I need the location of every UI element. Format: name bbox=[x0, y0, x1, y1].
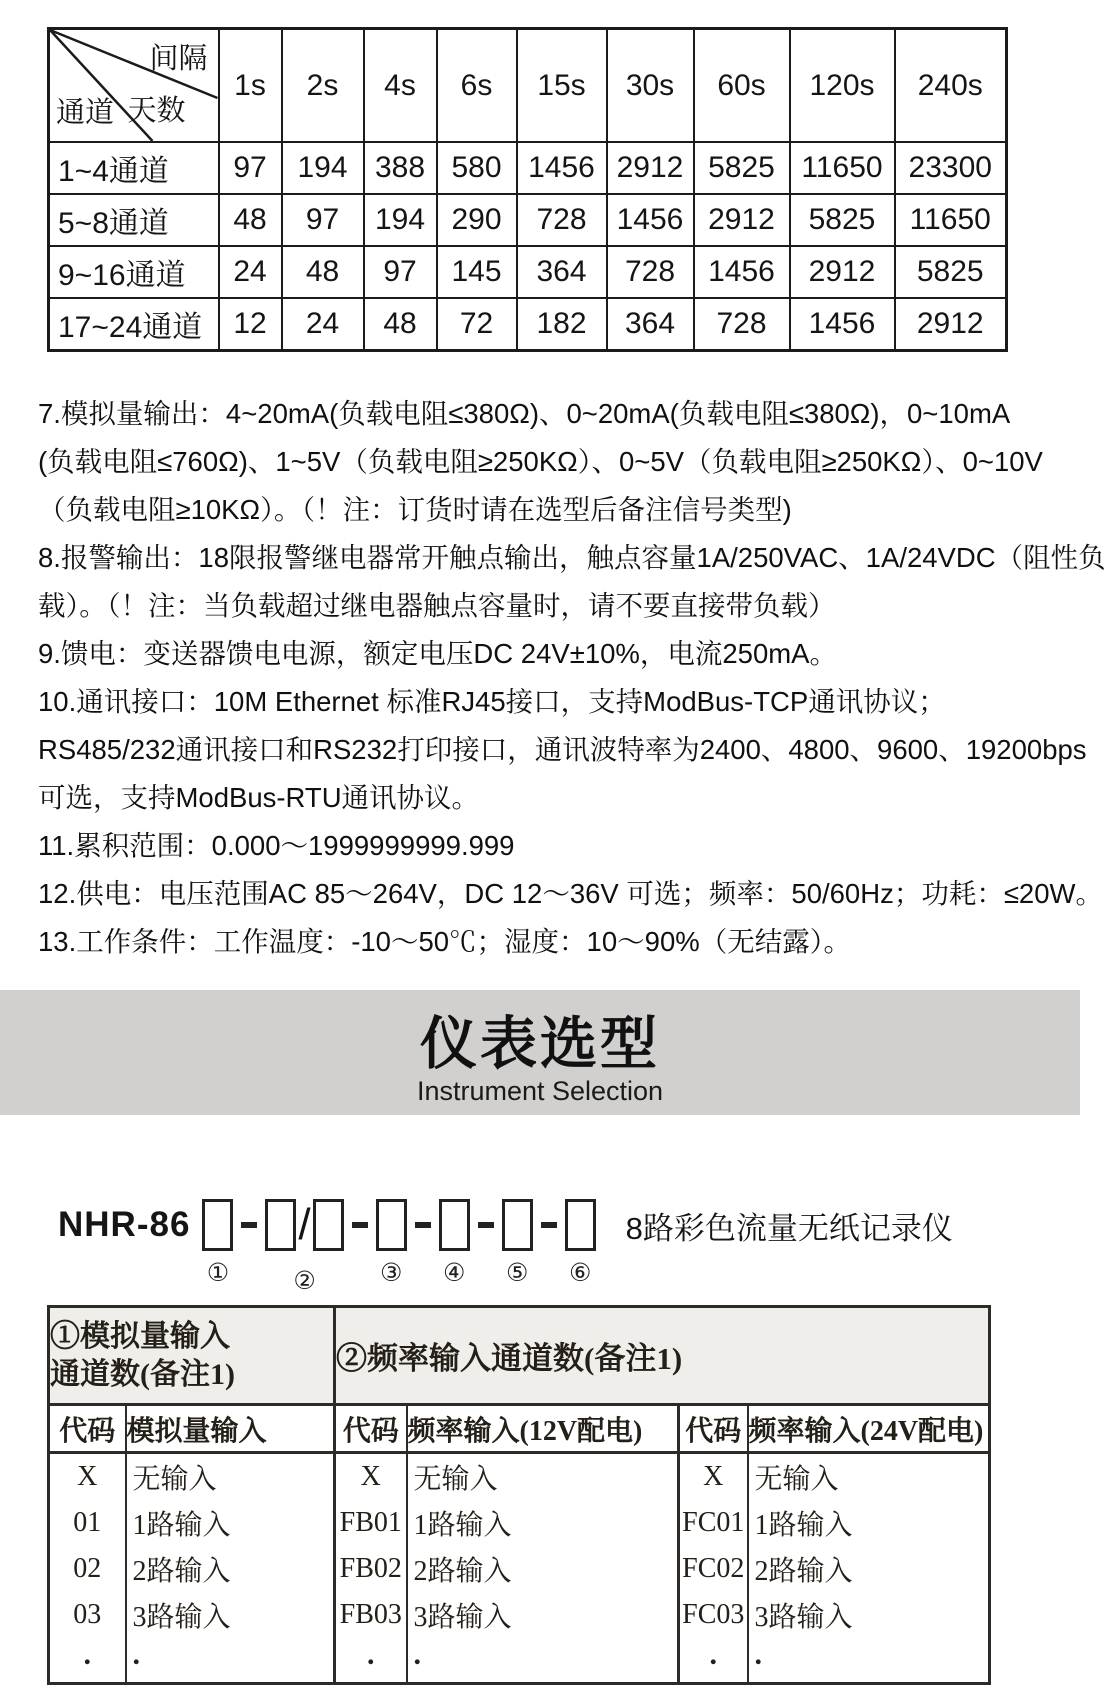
cell: 11650 bbox=[895, 194, 1007, 246]
cell: 03 bbox=[49, 1592, 126, 1638]
cell: 97 bbox=[364, 246, 437, 298]
cell: 2912 bbox=[790, 246, 895, 298]
spec-line: 载）。（！注：当负载超过继电器触点容量时，请不要直接带负载） bbox=[38, 590, 836, 621]
dash-separator bbox=[415, 1222, 431, 1228]
section-banner bbox=[0, 990, 1080, 1115]
cell: FC02 bbox=[679, 1546, 748, 1592]
model-box-2a bbox=[265, 1199, 296, 1251]
model-prefix: NHR-86 bbox=[58, 1205, 191, 1244]
cell: 24 bbox=[219, 246, 282, 298]
cell: 3路输入 bbox=[748, 1592, 990, 1638]
spec-line: （负载电阻≥10KΩ）。（！注：订货时请在选型后备注信号类型) bbox=[38, 494, 792, 525]
table-row bbox=[49, 1546, 990, 1592]
col-header: 4s bbox=[364, 29, 437, 143]
subheader-code: 代码 bbox=[49, 1405, 126, 1453]
table-row bbox=[49, 142, 1007, 194]
cell: 无输入 bbox=[748, 1453, 990, 1501]
spec-line: 7.模拟量输出：4~20mA(负载电阻≤380Ω)、0~20mA(负载电阻≤380Ω)，0~10mA bbox=[38, 398, 1011, 429]
cell: 182 bbox=[517, 298, 607, 351]
cell: . bbox=[126, 1638, 335, 1684]
cell: 2路输入 bbox=[126, 1546, 335, 1592]
table-row bbox=[49, 194, 1007, 246]
cell: 48 bbox=[282, 246, 364, 298]
spec-line: (负载电阻≤760Ω)、1~5V（负载电阻≥250KΩ）、0~5V（负载电阻≥250KΩ）、0~10V bbox=[38, 446, 1043, 477]
cell: . bbox=[335, 1638, 407, 1684]
dash-separator bbox=[478, 1222, 494, 1228]
cell: X bbox=[49, 1453, 126, 1501]
cell: 388 bbox=[364, 142, 437, 194]
table-row bbox=[49, 298, 1007, 351]
model-box-5 bbox=[502, 1199, 533, 1287]
storage-days-table bbox=[47, 27, 1008, 352]
cell: 2路输入 bbox=[748, 1546, 990, 1592]
cell: 728 bbox=[607, 246, 694, 298]
cell: FC01 bbox=[679, 1500, 748, 1546]
corner-label-channel: 通道 bbox=[56, 97, 115, 129]
cell: 1456 bbox=[607, 194, 694, 246]
row-label: 9~16通道 bbox=[49, 246, 219, 298]
cell: . bbox=[748, 1638, 990, 1684]
cell: 48 bbox=[219, 194, 282, 246]
position-marker-4: ④ bbox=[442, 1258, 466, 1287]
cell: 728 bbox=[517, 194, 607, 246]
cell: FB02 bbox=[335, 1546, 407, 1592]
table-row bbox=[49, 246, 1007, 298]
cell: 364 bbox=[517, 246, 607, 298]
table-row bbox=[49, 1453, 990, 1501]
spec-line: RS485/232通讯接口和RS232打印接口，通讯波特率为2400、4800、9600、19200bps bbox=[38, 734, 1087, 765]
dash-separator bbox=[352, 1222, 368, 1228]
cell: 1路输入 bbox=[407, 1500, 679, 1546]
row-label: 1~4通道 bbox=[49, 142, 219, 194]
cell: 2路输入 bbox=[407, 1546, 679, 1592]
cell: 2912 bbox=[895, 298, 1007, 351]
subheader-analog: 模拟量输入 bbox=[126, 1405, 335, 1453]
spec-line: 12.供电：电压范围AC 85～264V，DC 12～36V 可选；频率：50/60Hz；功耗：≤20W。 bbox=[38, 878, 1103, 909]
cell: 5825 bbox=[694, 142, 790, 194]
cell: 1456 bbox=[517, 142, 607, 194]
header-analog-line1: ①模拟量输入 bbox=[50, 1319, 230, 1353]
model-box-6 bbox=[565, 1199, 596, 1287]
cell: 97 bbox=[219, 142, 282, 194]
header-analog-input bbox=[49, 1307, 335, 1405]
cell: 24 bbox=[282, 298, 364, 351]
header-analog-line2: 通道数(备注1) bbox=[50, 1357, 235, 1391]
banner-title: 仪表选型 bbox=[420, 1012, 660, 1076]
cell: FB03 bbox=[335, 1592, 407, 1638]
selection-subheader-row bbox=[49, 1405, 990, 1453]
cell: X bbox=[679, 1453, 748, 1501]
col-header: 1s bbox=[219, 29, 282, 143]
col-header: 30s bbox=[607, 29, 694, 143]
position-marker-3: ③ bbox=[379, 1258, 403, 1287]
position-marker-2: ② bbox=[293, 1266, 316, 1295]
cell: FC03 bbox=[679, 1592, 748, 1638]
dash-separator bbox=[241, 1222, 257, 1228]
selection-option-table bbox=[47, 1305, 991, 1685]
subheader-freq-12v: 频率输入(12V配电) bbox=[407, 1405, 679, 1453]
cell: 5825 bbox=[895, 246, 1007, 298]
cell: 1456 bbox=[790, 298, 895, 351]
cell: 2912 bbox=[607, 142, 694, 194]
table-row bbox=[49, 1500, 990, 1546]
cell: . bbox=[407, 1638, 679, 1684]
cell: 1456 bbox=[694, 246, 790, 298]
cell: FB01 bbox=[335, 1500, 407, 1546]
cell: 364 bbox=[607, 298, 694, 351]
cell: 72 bbox=[437, 298, 517, 351]
cell: X bbox=[335, 1453, 407, 1501]
cell: 3路输入 bbox=[407, 1592, 679, 1638]
cell: 02 bbox=[49, 1546, 126, 1592]
col-header: 2s bbox=[282, 29, 364, 143]
selection-header-row bbox=[49, 1307, 990, 1405]
cell: 194 bbox=[364, 194, 437, 246]
corner-label-interval: 间隔 bbox=[149, 43, 208, 75]
header-frequency-input: ②频率输入通道数(备注1) bbox=[335, 1307, 990, 1405]
subheader-freq-24v: 频率输入(24V配电) bbox=[748, 1405, 990, 1453]
position-marker-6: ⑥ bbox=[568, 1258, 592, 1287]
cell: 5825 bbox=[790, 194, 895, 246]
position-marker-5: ⑤ bbox=[505, 1258, 529, 1287]
model-box-1 bbox=[202, 1199, 233, 1287]
model-code-row bbox=[58, 1197, 953, 1295]
cell: 728 bbox=[694, 298, 790, 351]
col-header: 60s bbox=[694, 29, 790, 143]
table-row bbox=[49, 1592, 990, 1638]
col-header: 6s bbox=[437, 29, 517, 143]
model-description: 8路彩色流量无纸记录仪 bbox=[625, 1210, 953, 1246]
spec-paragraphs bbox=[38, 390, 1106, 966]
spec-line: 可选，支持ModBus-RTU通讯协议。 bbox=[38, 782, 480, 813]
cell: 无输入 bbox=[407, 1453, 679, 1501]
col-header: 120s bbox=[790, 29, 895, 143]
cell: 11650 bbox=[790, 142, 895, 194]
spec-line: 11.累积范围：0.000～1999999999.999 bbox=[38, 830, 515, 861]
cell: 3路输入 bbox=[126, 1592, 335, 1638]
cell: . bbox=[49, 1638, 126, 1684]
cell: 2912 bbox=[694, 194, 790, 246]
corner-label-days: 天数 bbox=[127, 95, 186, 127]
diagonal-header-cell bbox=[49, 29, 219, 143]
spec-line: 13.工作条件：工作温度：-10～50℃；湿度：10～90%（无结露）。 bbox=[38, 926, 851, 957]
cell: 1路输入 bbox=[126, 1500, 335, 1546]
cell: 1路输入 bbox=[748, 1500, 990, 1546]
cell: 194 bbox=[282, 142, 364, 194]
cell: 48 bbox=[364, 298, 437, 351]
cell: 290 bbox=[437, 194, 517, 246]
spec-line: 10.通讯接口：10M Ethernet 标准RJ45接口，支持ModBus-TCP通讯协议； bbox=[38, 686, 946, 717]
spec-line: 8.报警输出：18限报警继电器常开触点输出，触点容量1A/250VAC、1A/24VDC（阻性负 bbox=[38, 542, 1106, 573]
col-header: 240s bbox=[895, 29, 1007, 143]
cell: 97 bbox=[282, 194, 364, 246]
dash-separator bbox=[541, 1222, 557, 1228]
row-label: 5~8通道 bbox=[49, 194, 219, 246]
slash-separator: / ② bbox=[298, 1199, 310, 1251]
cell: 145 bbox=[437, 246, 517, 298]
subheader-code: 代码 bbox=[335, 1405, 407, 1453]
cell: 无输入 bbox=[126, 1453, 335, 1501]
subheader-code: 代码 bbox=[679, 1405, 748, 1453]
cell: . bbox=[679, 1638, 748, 1684]
table-row-ellipsis bbox=[49, 1638, 990, 1684]
banner-subtitle: Instrument Selection bbox=[416, 1076, 664, 1106]
spec-line: 9.馈电：变送器馈电电源，额定电压DC 24V±10%，电流250mA。 bbox=[38, 638, 837, 669]
table-header-row bbox=[49, 29, 1007, 143]
cell: 23300 bbox=[895, 142, 1007, 194]
model-box-4 bbox=[439, 1199, 470, 1287]
position-marker-1: ① bbox=[206, 1258, 230, 1287]
model-box-2b bbox=[313, 1199, 344, 1251]
row-label: 17~24通道 bbox=[49, 298, 219, 351]
col-header: 15s bbox=[517, 29, 607, 143]
cell: 01 bbox=[49, 1500, 126, 1546]
cell: 12 bbox=[219, 298, 282, 351]
model-box-3 bbox=[376, 1199, 407, 1287]
cell: 580 bbox=[437, 142, 517, 194]
